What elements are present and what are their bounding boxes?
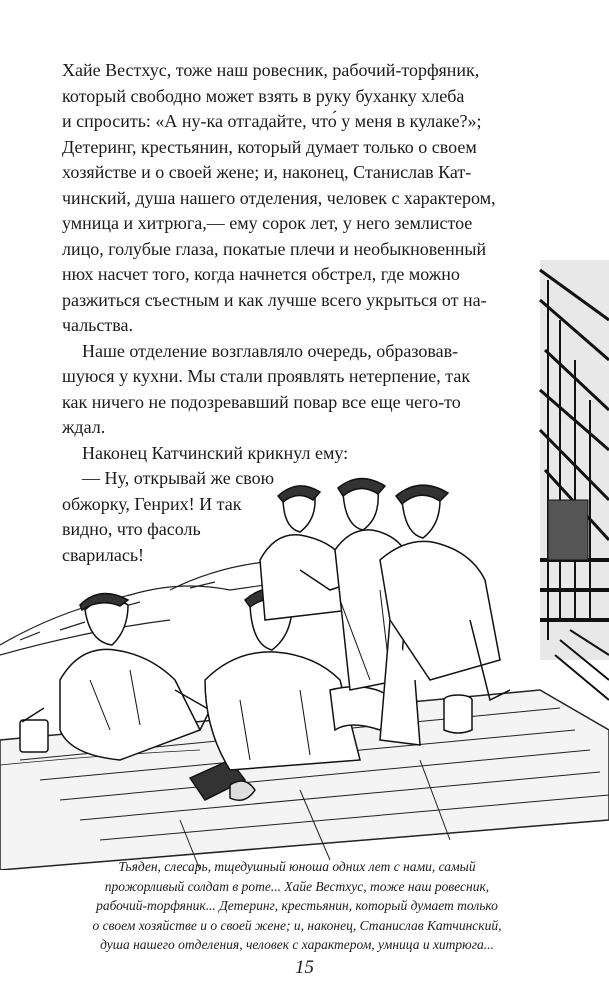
text-line: видно, что фасоль bbox=[62, 519, 201, 539]
text-line: чинский, душа нашего отделения, человек с характером, bbox=[62, 187, 496, 208]
text-line: обжорку, Генрих! И так bbox=[62, 493, 242, 514]
text-line: Наше отделение возглавляло очередь, образовав- bbox=[82, 340, 459, 361]
caption-line: прожорливый солдат в роте... Хайе Вестхус, тоже наш ровесник, bbox=[104, 878, 490, 894]
caption-line: Тьяден, слесарь, тщедушный юноша одних лет с нами, самый bbox=[118, 859, 476, 874]
text-line: ждал. bbox=[62, 417, 106, 437]
text-line: Хайе Вестхус, тоже наш ровесник, рабочий-торфяник, bbox=[62, 60, 480, 80]
soldiers-illustration bbox=[0, 260, 609, 870]
text-line: как ничего не подозревавший повар все еще чего-то bbox=[62, 391, 461, 412]
text-line: сварилась! bbox=[62, 544, 145, 565]
illustration-caption bbox=[62, 857, 532, 955]
text-line: лицо, голубые глаза, покатые плечи и необыкновенный bbox=[62, 238, 487, 259]
text-line: чальства. bbox=[62, 315, 133, 335]
page-number: 15 bbox=[295, 957, 314, 978]
text-line: шуюся у кухни. Мы стали проявлять нетерпение, так bbox=[62, 366, 471, 386]
text-line: Детеринг, крестьянин, который думает только о своем bbox=[62, 136, 477, 157]
machinery-background bbox=[540, 260, 609, 700]
text-line: разжиться съестным и как лучше всего укрыться от на- bbox=[62, 289, 487, 310]
text-line: нюх насчет того, когда начнется обстрел, где можно bbox=[62, 264, 460, 284]
text-line: — Ну, открывай же свою bbox=[82, 468, 275, 488]
text-line: умница и хитрюга,— ему сорок лет, у него землистое bbox=[62, 213, 473, 233]
soldier-reclining-left bbox=[60, 594, 210, 760]
caption-line: душа нашего отделения, человек с характером, умница и хитрюга... bbox=[100, 937, 494, 953]
text-line: который свободно может взять в руку буханку хлеба bbox=[62, 85, 465, 106]
caption-line: о своем хозяйстве и о своей жене; и, наконец, Станислав Катчинский, bbox=[92, 917, 502, 933]
caption-line: рабочий-торфяник... Детеринг, крестьянин, который думает только bbox=[96, 898, 498, 914]
text-line: и спросить: «А ну-ка отгадайте, что́ у меня в кулаке?»; bbox=[62, 111, 482, 131]
text-line: хозяйстве и о своей жене; и, наконец, Станислав Кат- bbox=[62, 162, 472, 182]
text-line: Наконец Катчинский крикнул ему: bbox=[82, 442, 349, 463]
